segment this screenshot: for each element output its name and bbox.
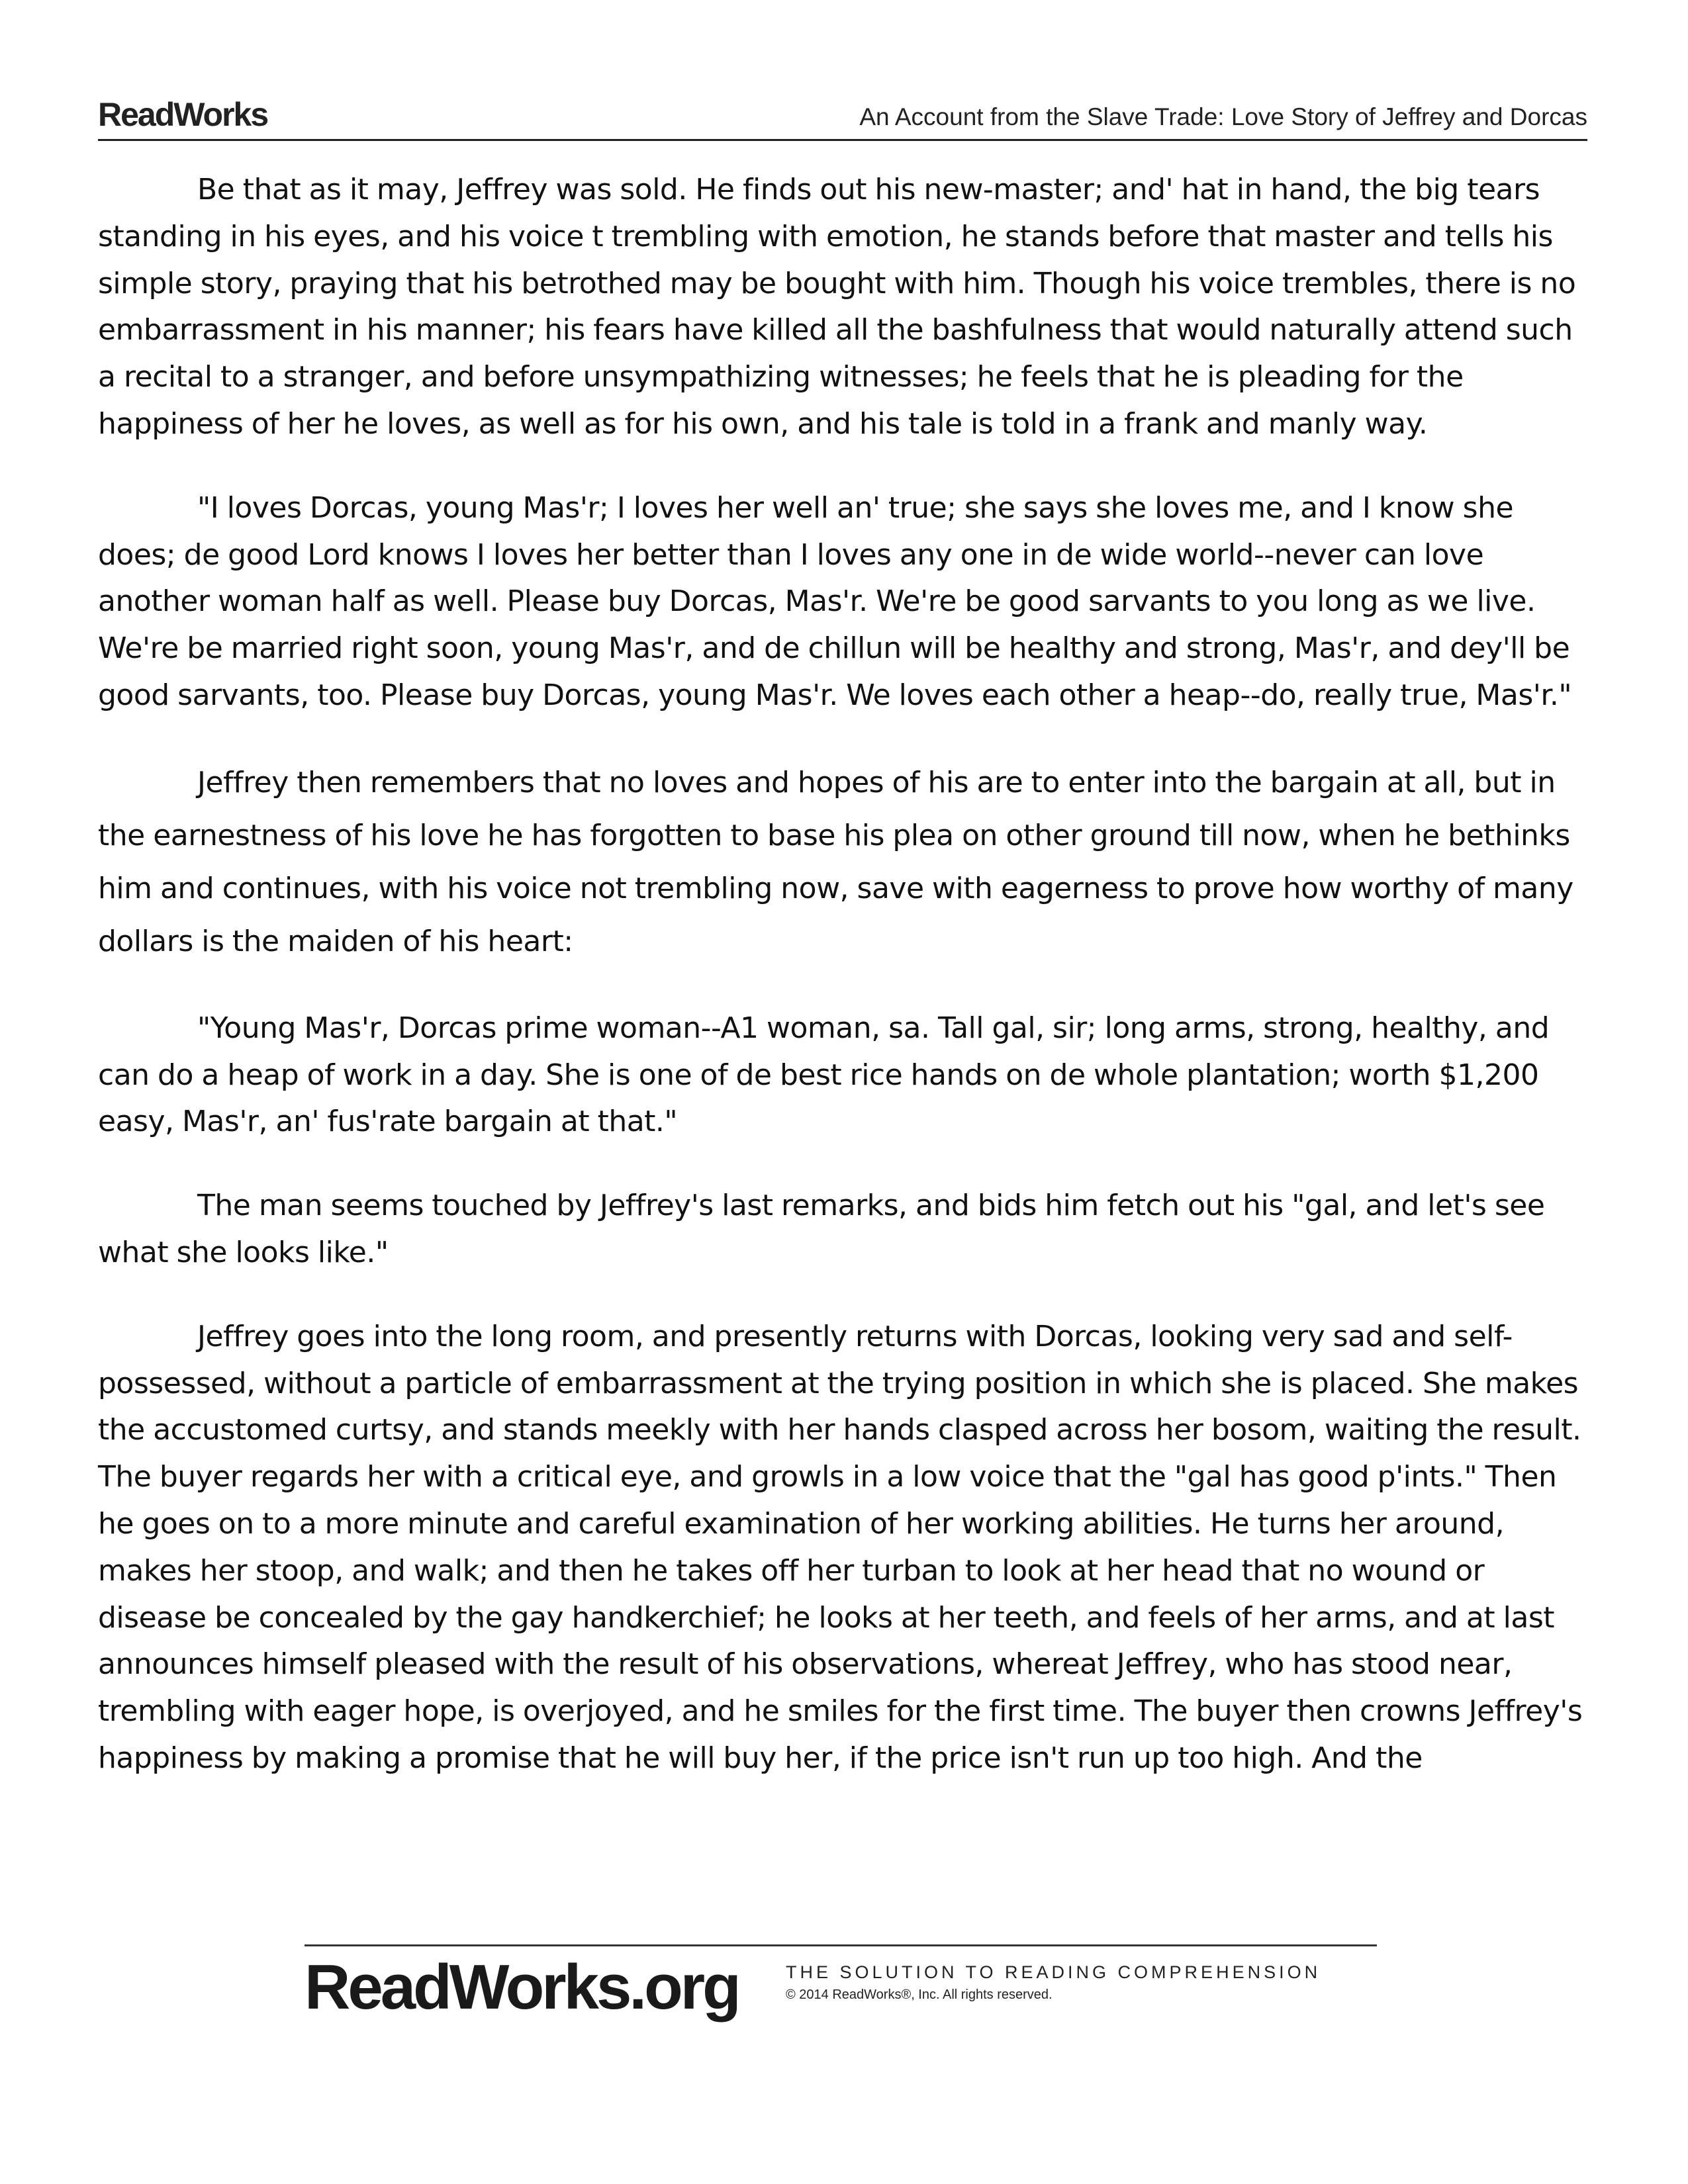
readworks-logo: ReadWorks (98, 96, 268, 133)
article-body (98, 167, 1594, 1819)
copyright-notice: © 2014 ReadWorks®, Inc. All rights reserved. (786, 1987, 1053, 2002)
paragraph: Jeffrey goes into the long room, and presently returns with Dorcas, looking very sad and self-possessed, without a particle of embarrassment at the trying position in which she is placed. She makes the accustomed curtsy, and stands meekly with her hands clasped across her bosom, waiting the result. The buyer regards her with a critical eye, and growls in a low voice that the "gal has good p'ints." Then he goes on to a more minute and careful examination of her working abilities. He turns her around, makes her stoop, and walk; and then he takes off her turban to look at her head that no wound or disease be concealed by the gay handkerchief; he looks at her teeth, and feels of her arms, and at last announces himself pleased with the result of his observations, whereat Jeffrey, who has stood near, trembling with eager hope, is overjoyed, and he smiles for the first time. The buyer then crowns Jeffrey's happiness by making a promise that he will buy her, if the price isn't run up too high. And the (98, 1319, 1583, 1775)
document-title: An Account from the Slave Trade: Love Story of Jeffrey and Dorcas (859, 103, 1587, 130)
readworks-org-logo: ReadWorks.org (305, 1952, 739, 2023)
paragraph: Be that as it may, Jeffrey was sold. He finds out his new-master; and' hat in hand, the big tears standing in his eyes, and his voice t trembling with emotion, he stands before that master and tells his simple story, praying that his betrothed may be bought with him. Though his voice trembles, there is no embarrassment in his manner; his fears have killed all the bashfulness that would naturally attend such a recital to a stranger, and before unsympathizing witnesses; he feels that he is pleading for the happiness of her he loves, as well as for his own, and his tale is told in a frank and manly way. (98, 173, 1576, 441)
page-footer (305, 1944, 1377, 2023)
paragraph: "Young Mas'r, Dorcas prime woman--A1 woman, sa. Tall gal, sir; long arms, strong, healthy, and can do a heap of work in a day. She is one of de best rice hands on de whole plantation; worth $1,200 easy, Mas'r, an' fus'rate bargain at that." (98, 1011, 1550, 1139)
paragraph: Jeffrey then remembers that no loves and hopes of his are to enter into the bargain at all, but in the earnestness of his love he has forgotten to base his plea on other ground till now, when he bethinks him and continues, with his voice not trembling now, save with eagerness to prove how worthy of many dollars is the maiden of his heart: (98, 765, 1573, 958)
paragraph: "I loves Dorcas, young Mas'r; I loves her well an' true; she says she loves me, and I know she does; de good Lord knows I loves her better than I loves any one in de wide world--never can love another woman half as well. Please buy Dorcas, Mas'r. We're be good sarvants to you long as we live. We're be married right soon, young Mas'r, and de chillun will be healthy and strong, Mas'r, and dey'll be good sarvants, too. Please buy Dorcas, young Mas'r. We loves each other a heap--do, really true, Mas'r." (98, 490, 1572, 712)
paragraph: The man seems touched by Jeffrey's last remarks, and bids him fetch out his "gal, and let's see what she looks like." (98, 1189, 1545, 1269)
footer-tagline: THE SOLUTION TO READING COMPREHENSION (786, 1962, 1321, 1982)
page-header (98, 86, 1587, 141)
